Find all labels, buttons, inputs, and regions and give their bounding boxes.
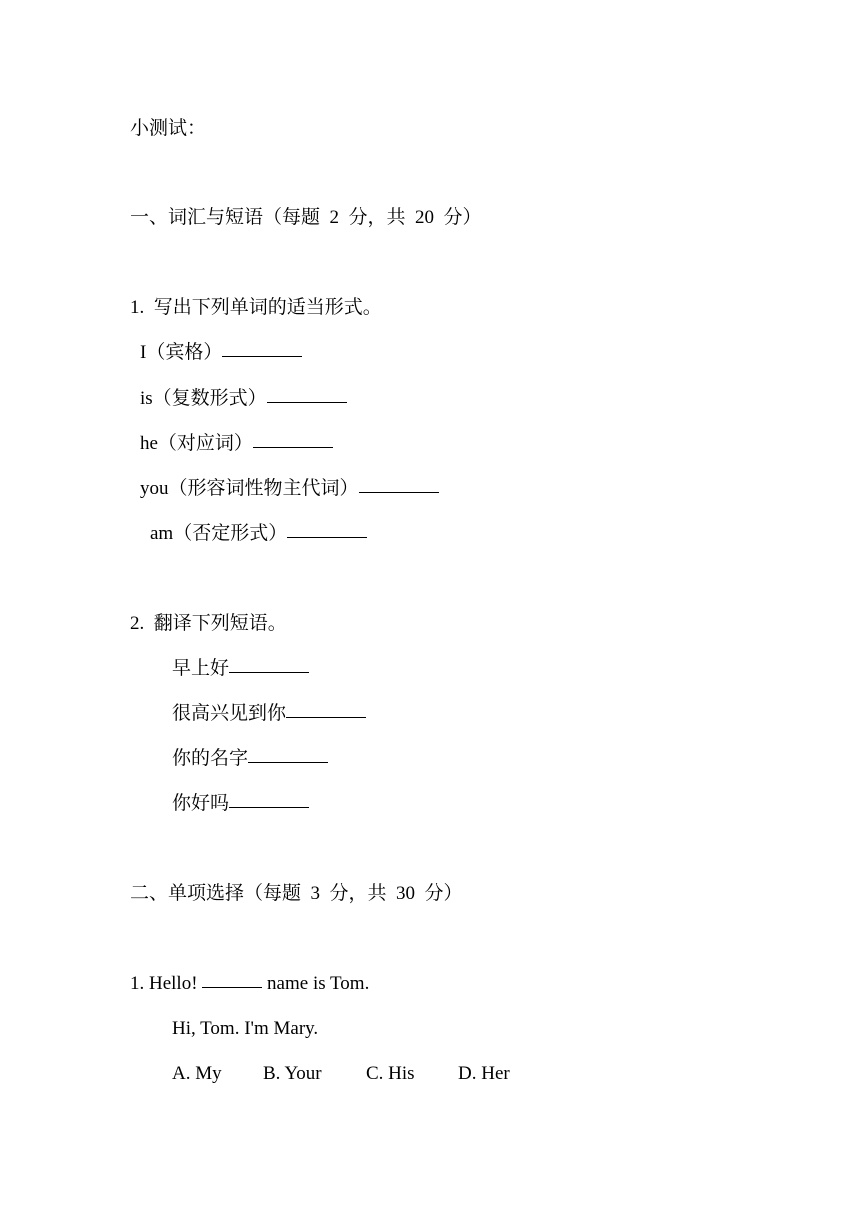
answer-blank <box>253 446 333 448</box>
word-form-item <box>150 524 367 543</box>
translate-item <box>172 659 309 678</box>
answer-blank <box>202 986 262 988</box>
word-form-item <box>140 479 439 498</box>
answer-blank <box>248 761 328 763</box>
translate-item <box>172 749 328 768</box>
answer-blank <box>267 401 347 403</box>
word-form-label: I（宾格） <box>140 342 223 363</box>
mc-prompt-after: name is Tom. <box>262 973 370 994</box>
section1-heading: 一、词汇与短语（每题 2 分，共 20 分） <box>130 207 482 228</box>
word-form-label: am（否定形式） <box>150 523 288 544</box>
word-form-item <box>140 343 302 362</box>
mc-question-reply: Hi, Tom. I'm Mary. <box>172 1018 319 1039</box>
word-form-item <box>140 389 347 408</box>
word-form-label: you（形容词性物主代词） <box>140 478 359 499</box>
mc-prompt-before: 1. Hello! <box>130 973 203 994</box>
answer-blank <box>229 671 309 673</box>
translate-label: 很高兴见到你 <box>172 703 287 724</box>
word-form-label: is（复数形式） <box>140 388 267 409</box>
section1-q1-prompt: 1. 写出下列单词的适当形式。 <box>130 297 382 318</box>
translate-label: 你的名字 <box>172 748 249 769</box>
section1-q2-prompt: 2. 翻译下列短语。 <box>130 613 287 634</box>
translate-item <box>172 794 309 813</box>
answer-blank <box>222 355 302 357</box>
mc-question-prompt <box>130 974 369 993</box>
mc-option-b: B. Your <box>263 1063 322 1084</box>
word-form-item <box>140 434 333 453</box>
quiz-title: 小测试： <box>130 118 207 139</box>
translate-label: 你好吗 <box>172 793 230 814</box>
answer-blank <box>359 491 439 493</box>
mc-option-c: C. His <box>366 1063 415 1084</box>
mc-option-a: A. My <box>172 1063 222 1084</box>
word-form-label: he（对应词） <box>140 433 253 454</box>
translate-label: 早上好 <box>172 658 230 679</box>
answer-blank <box>229 806 309 808</box>
mc-option-d: D. Her <box>458 1063 510 1084</box>
answer-blank <box>286 716 366 718</box>
translate-item <box>172 704 366 723</box>
answer-blank <box>287 536 367 538</box>
section2-heading: 二、单项选择（每题 3 分，共 30 分） <box>130 883 463 904</box>
